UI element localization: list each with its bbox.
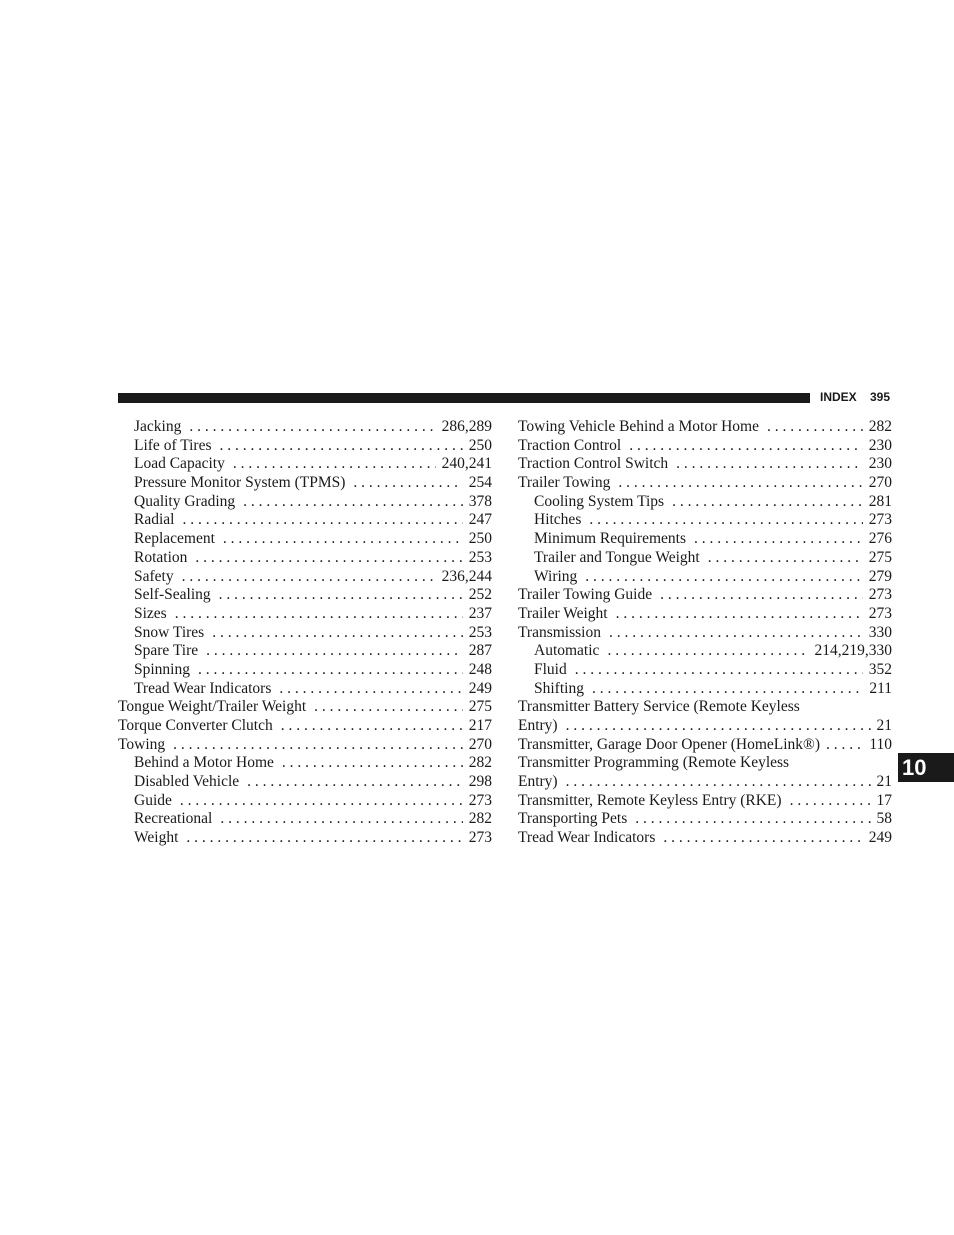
entry-label: Replacement [134, 530, 215, 548]
index-entry [118, 717, 492, 736]
entry-label: Pressure Monitor System (TPMS) [134, 474, 346, 492]
entry-page-reference: 273 [868, 586, 892, 604]
dot-leader [189, 418, 435, 437]
entry-page-reference: 282 [868, 418, 892, 435]
dot-leader [585, 568, 862, 587]
entry-label: Recreational [134, 810, 213, 828]
index-entry [518, 474, 892, 493]
entry-page-reference: 252 [468, 586, 492, 604]
entry-label: Entry) [518, 717, 558, 734]
index-entry [518, 624, 892, 643]
index-subentry [118, 624, 492, 643]
dot-leader [233, 455, 436, 474]
entry-page-reference: 230 [868, 436, 892, 454]
entry-label: Sizes [134, 604, 167, 622]
index-subentry [118, 437, 492, 456]
entry-label: Radial [134, 511, 175, 529]
dot-leader [212, 624, 463, 643]
index-entry-line: Transmitter Programming (Remote Keyless [518, 754, 790, 772]
entry-page-reference: 240,241 [441, 455, 492, 473]
index-subentry [118, 773, 492, 792]
entry-page-reference: 236,244 [441, 567, 492, 585]
entry-page-reference: 281 [868, 492, 892, 510]
index-entry [118, 736, 492, 755]
dot-leader [607, 642, 808, 661]
index-entry [518, 829, 892, 848]
dot-leader [220, 437, 463, 456]
entry-label: Shifting [534, 679, 584, 697]
dot-leader [575, 661, 863, 680]
dot-leader [180, 792, 463, 811]
dot-leader [219, 586, 463, 605]
entry-page-reference: 247 [468, 511, 492, 529]
dot-leader [618, 474, 862, 493]
entry-page-reference: 250 [468, 530, 492, 548]
index-subentry [118, 474, 492, 493]
index-entry [518, 810, 892, 829]
entry-label: Rotation [134, 548, 188, 566]
entry-label: Spare Tire [134, 642, 199, 660]
index-entry [518, 717, 892, 736]
index-subentry [118, 680, 492, 699]
entry-label: Traction Control Switch [518, 455, 669, 473]
index-subentry [118, 586, 492, 605]
entry-label: Wiring [534, 567, 578, 585]
index-entry [118, 698, 492, 717]
entry-page-reference: 270 [468, 735, 492, 753]
dot-leader [198, 661, 463, 680]
entry-label: Load Capacity [134, 455, 225, 473]
dot-leader [672, 493, 863, 512]
entry-label: Torque Converter Clutch [118, 717, 273, 734]
dot-leader [660, 586, 863, 605]
entry-label: Guide [134, 791, 172, 809]
entry-label: Transmitter, Remote Keyless Entry (RKE) [518, 791, 782, 809]
index-subentry [118, 792, 492, 811]
section-title: INDEX [820, 390, 857, 404]
entry-label: Transmitter, Garage Door Opener (HomeLink®) [518, 735, 820, 753]
entry-label: Weight [134, 829, 179, 847]
entry-page-reference: 270 [868, 474, 892, 492]
entry-page-reference: 273 [468, 829, 492, 847]
dot-leader [243, 493, 463, 512]
entry-page-reference: 282 [468, 754, 492, 772]
entry-page-reference: 287 [468, 642, 492, 660]
entry-page-reference: 279 [868, 567, 892, 585]
entry-page-reference: 21 [876, 717, 892, 734]
entry-page-reference: 273 [468, 791, 492, 809]
index-subentry [118, 605, 492, 624]
index-subentry [518, 568, 892, 587]
index-entry [518, 437, 892, 456]
entry-page-reference: 253 [468, 623, 492, 641]
index-entry [518, 792, 892, 811]
index-subentry [518, 493, 892, 512]
entry-label: Tread Wear Indicators [518, 829, 656, 847]
dot-leader [206, 642, 463, 661]
entry-page-reference: 214,219,330 [814, 642, 892, 660]
dot-leader [279, 680, 462, 699]
dot-leader [708, 549, 863, 568]
entry-label: Traction Control [518, 436, 622, 454]
entry-label: Quality Grading [134, 492, 236, 510]
dot-leader [175, 605, 463, 624]
entry-label: Towing [118, 735, 166, 753]
entry-page-reference: 254 [468, 474, 492, 492]
entry-page-reference: 249 [868, 829, 892, 847]
index-entry [518, 586, 892, 605]
entry-page-reference: 286,289 [441, 418, 492, 435]
dot-leader [635, 810, 870, 829]
entry-label: Spinning [134, 660, 190, 678]
index-subentry [118, 511, 492, 530]
index-subentry [118, 754, 492, 773]
entry-page-reference: 17 [876, 791, 892, 809]
entry-page-reference: 248 [468, 660, 492, 678]
entry-page-reference: 273 [868, 511, 892, 529]
entry-label: Trailer Weight [518, 604, 608, 622]
dot-leader [826, 736, 863, 755]
index-subentry [118, 661, 492, 680]
entry-label: Transmission [518, 623, 601, 641]
entry-label: Life of Tires [134, 436, 212, 454]
index-entry-line: Transmitter Battery Service (Remote Keyless [518, 698, 800, 716]
entry-label: Automatic [534, 642, 600, 660]
dot-leader [676, 455, 863, 474]
entry-label: Trailer Towing [518, 474, 611, 492]
entry-label: Safety [134, 567, 174, 585]
entry-label: Snow Tires [134, 623, 205, 641]
entry-label: Minimum Requirements [534, 530, 686, 548]
dot-leader [182, 568, 436, 587]
entry-page-reference: 275 [468, 698, 492, 716]
entry-page-reference: 110 [869, 735, 892, 753]
entry-page-reference: 230 [868, 455, 892, 473]
entry-label: Trailer and Tongue Weight [534, 548, 700, 566]
index-subentry [518, 549, 892, 568]
entry-page-reference: 249 [468, 679, 492, 697]
dot-leader [566, 717, 871, 736]
entry-label: Self-Sealing [134, 586, 211, 604]
index-column-right [518, 418, 892, 848]
index-subentry [518, 642, 892, 661]
index-entry [518, 605, 892, 624]
index-column-left [118, 418, 492, 848]
dot-leader [282, 754, 463, 773]
dot-leader [790, 792, 871, 811]
entry-label: Fluid [534, 660, 567, 678]
index-entry [518, 773, 892, 792]
dot-leader [195, 549, 462, 568]
dot-leader [767, 418, 863, 437]
page-number: 395 [870, 390, 891, 404]
entry-page-reference: 21 [876, 773, 892, 791]
entry-label: Towing Vehicle Behind a Motor Home [518, 418, 759, 435]
entry-label: Trailer Towing Guide [518, 586, 653, 604]
index-subentry [118, 455, 492, 474]
entry-page-reference: 273 [868, 604, 892, 622]
dot-leader [220, 810, 462, 829]
header-rule [118, 393, 810, 403]
dot-leader [182, 511, 462, 530]
dot-leader [281, 717, 463, 736]
index-subentry [518, 530, 892, 549]
dot-leader [186, 829, 462, 848]
entry-page-reference: 330 [868, 623, 892, 641]
entry-label: Cooling System Tips [534, 492, 665, 510]
dot-leader [223, 530, 463, 549]
dot-leader [609, 624, 863, 643]
index-entry [518, 736, 892, 755]
entry-page-reference: 298 [468, 773, 492, 791]
dot-leader [566, 773, 871, 792]
index-subentry [118, 530, 492, 549]
entry-page-reference: 282 [468, 810, 492, 828]
entry-page-reference: 378 [468, 492, 492, 510]
index-subentry [118, 829, 492, 848]
entry-page-reference: 58 [876, 810, 892, 828]
dot-leader [314, 698, 463, 717]
index-subentry [118, 810, 492, 829]
entry-label: Entry) [518, 773, 558, 791]
dot-leader [589, 511, 862, 530]
dot-leader [592, 680, 863, 699]
index-subentry [118, 549, 492, 568]
entry-page-reference: 253 [468, 548, 492, 566]
dot-leader [616, 605, 863, 624]
dot-leader [247, 773, 463, 792]
entry-label: Tongue Weight/Trailer Weight [118, 698, 307, 716]
entry-label: Hitches [534, 511, 582, 529]
index-subentry [118, 493, 492, 512]
entry-page-reference: 275 [868, 548, 892, 566]
dot-leader [173, 736, 463, 755]
entry-label: Jacking [134, 418, 182, 435]
dot-leader [353, 474, 462, 493]
index-subentry [118, 568, 492, 587]
index-subentry [118, 418, 492, 437]
entry-page-reference: 237 [468, 604, 492, 622]
entry-page-reference: 217 [468, 717, 492, 734]
entry-label: Behind a Motor Home [134, 754, 274, 772]
index-subentry [518, 661, 892, 680]
entry-page-reference: 276 [868, 530, 892, 548]
dot-leader [629, 437, 863, 456]
index-entry [518, 455, 892, 474]
index-subentry [118, 642, 492, 661]
index-entry [518, 418, 892, 437]
entry-label: Tread Wear Indicators [134, 679, 272, 697]
entry-label: Transporting Pets [518, 810, 628, 828]
dot-leader [694, 530, 863, 549]
entry-page-reference: 250 [468, 436, 492, 454]
index-subentry [518, 511, 892, 530]
entry-label: Disabled Vehicle [134, 773, 240, 791]
dot-leader [663, 829, 862, 848]
entry-page-reference: 352 [868, 660, 892, 678]
entry-page-reference: 211 [869, 679, 892, 697]
chapter-tab: 10 [898, 753, 954, 782]
index-subentry [518, 680, 892, 699]
